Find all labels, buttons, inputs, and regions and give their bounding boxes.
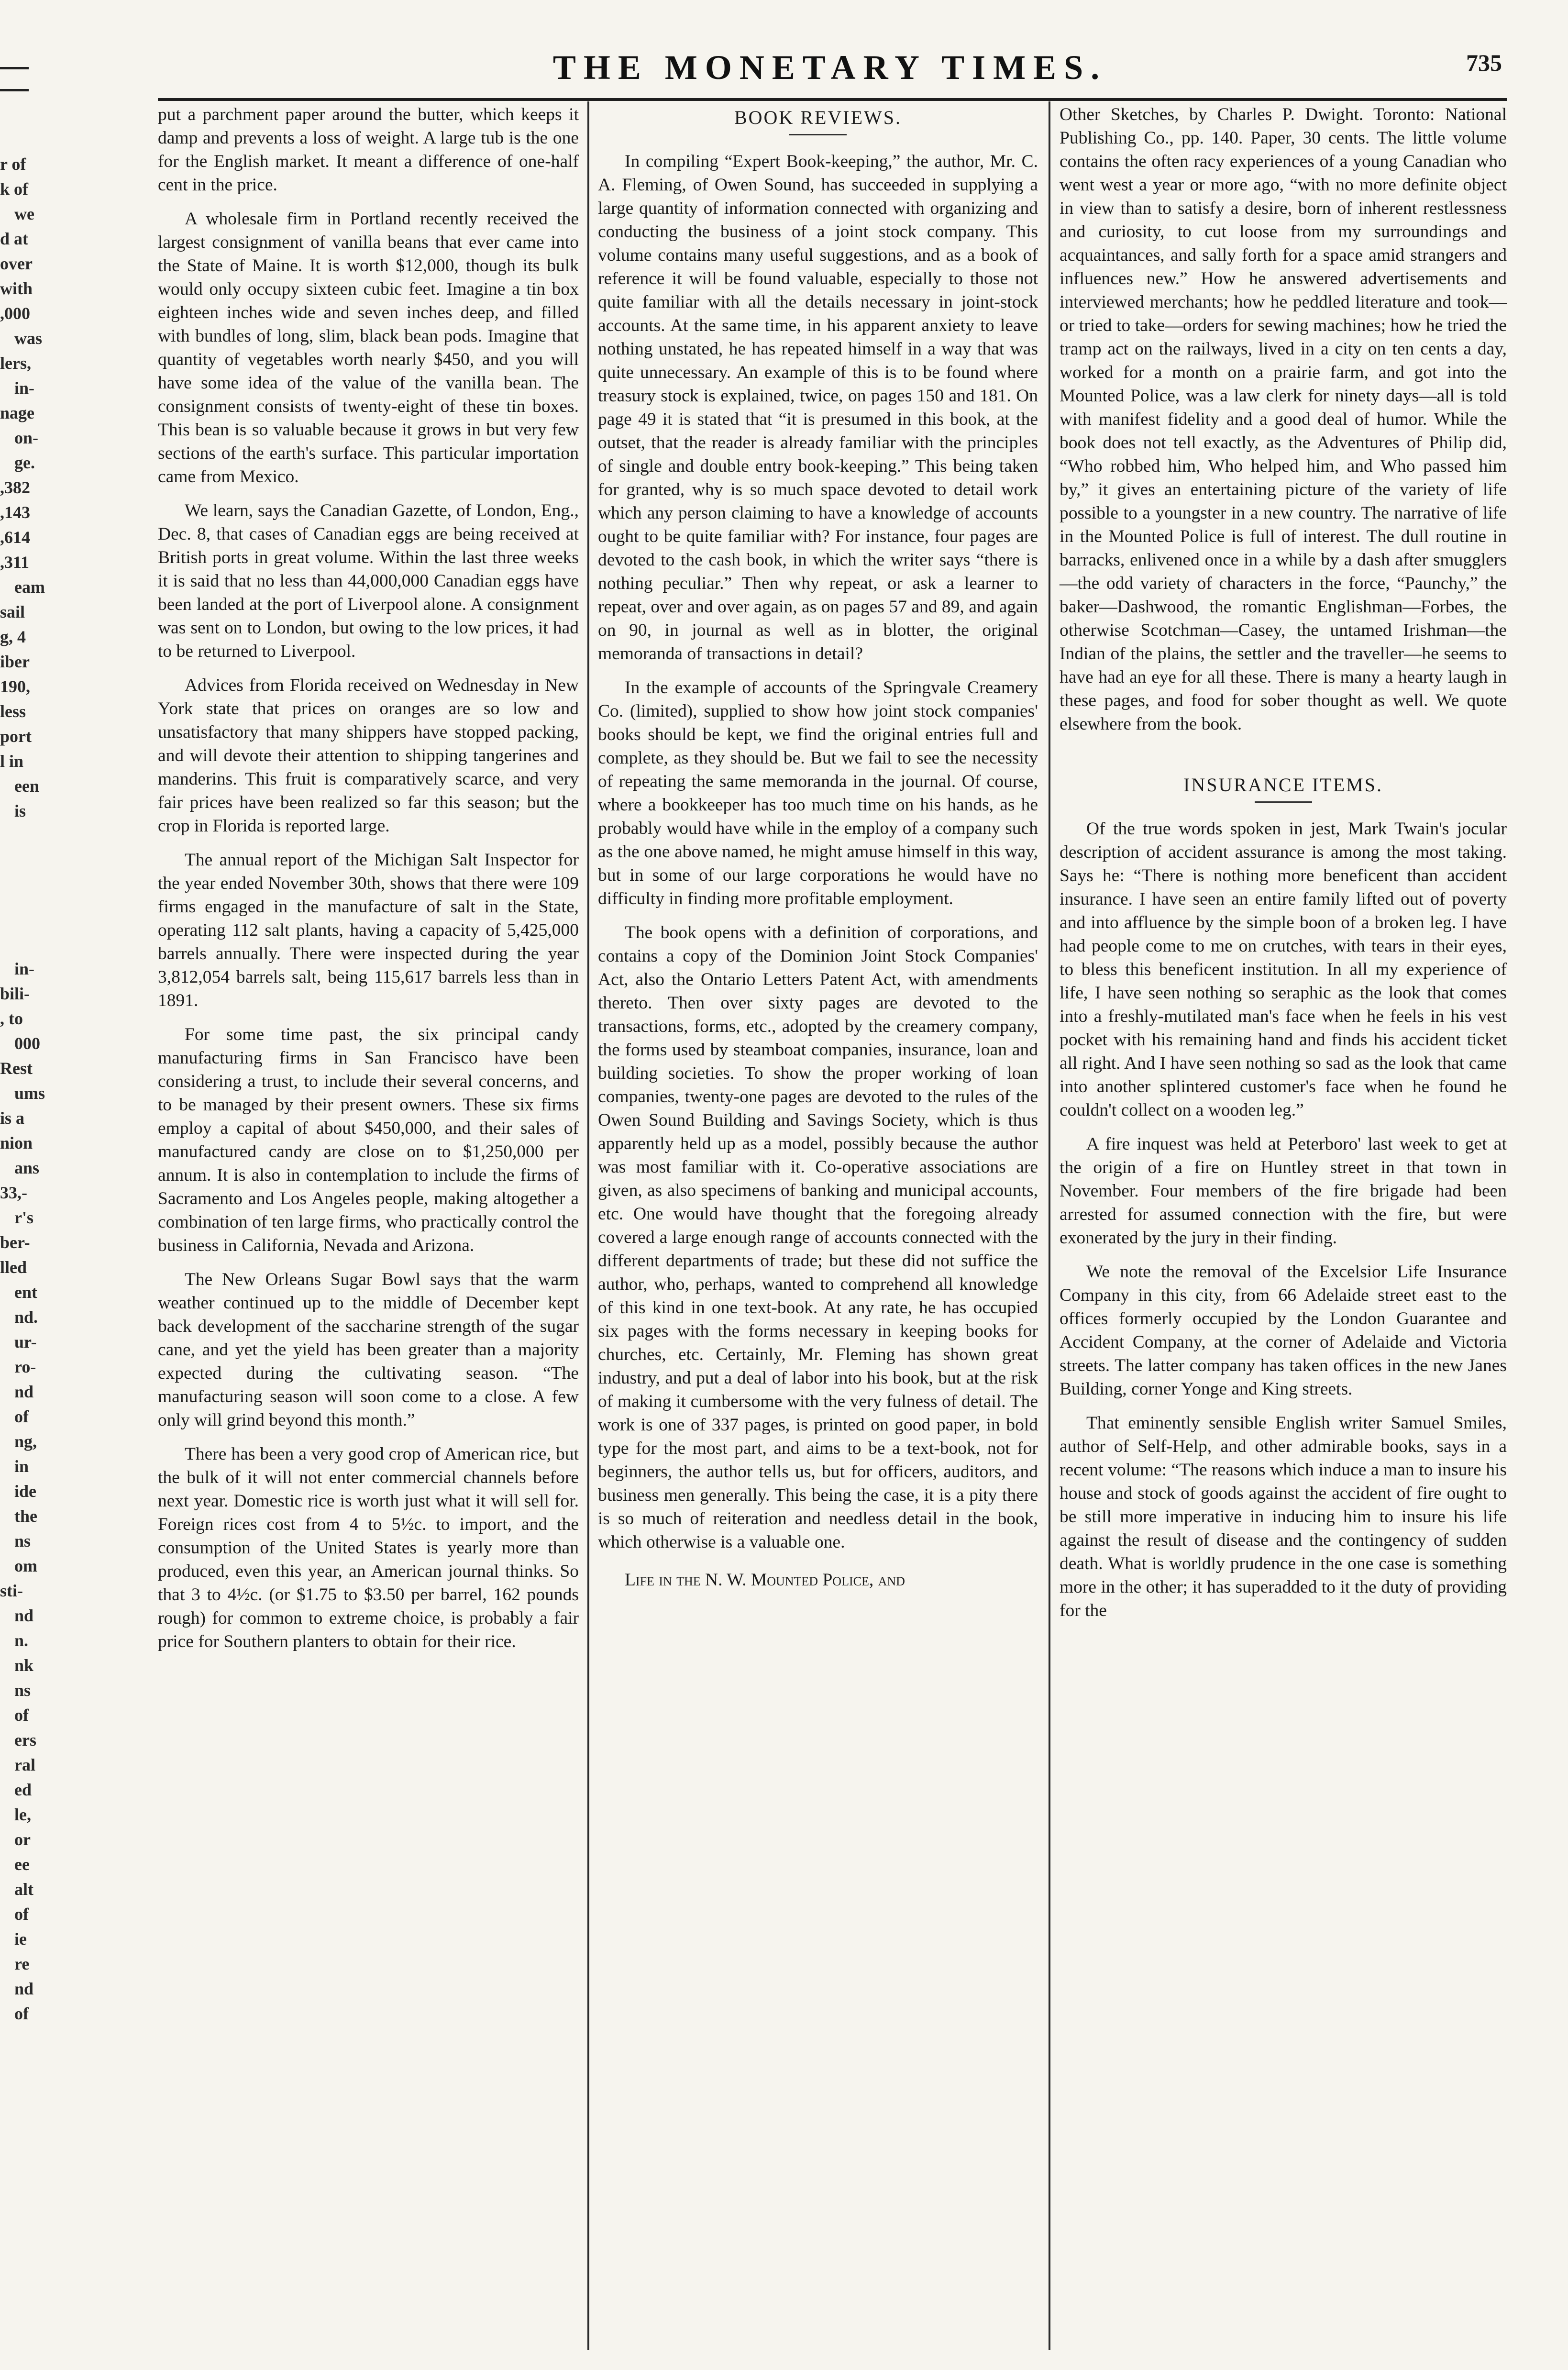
edge-fragment: ,614 (0, 528, 30, 547)
insurance-paragraph: A fire inquest was held at Peterboro' last week to get at the origin of a fire on Huntley street in that town in November. Four members of the fire brigade had been arrested for assumed connection with the fire, but were exonerated by the jury in their finding. (1060, 1134, 1507, 1248)
insurance-paragraph: That eminently sensible English writer Samuel Smiles, author of Self-Help, and other admirable books, says in a recent volume: “The reasons which induce a man to insure his house and stock of goods against the accident of fire ought to be still more imperative in inducing him to insure his life against the result of disease and the contingency of sudden death. What is worldly prudence in the one case is something more in the other; it has superadded to it the duty of providing for the (1060, 1413, 1507, 1620)
news-paragraph: Advices from Florida received on Wednesday in New York state that prices on oranges are so low and unsatisfactory that many shippers have stopped packing, and will devote their attention to shipping tangerines and manderins. This fruit is comparatively scarce, and very fair prices have been realized so far this season; but the crop in Florida is reported large. (158, 676, 579, 836)
news-paragraph: There has been a very good crop of American rice, but the bulk of it will not enter commercial channels before next year. Domestic rice is worth just what it will sell for. Foreign rices cost from 4 to 5½c. to import, and the consumption of the United States is yearly more than produced, even this year, an American journal thinks. So that 3 to 4½c. (or $1.75 to $3.50 per barrel, 162 pounds rough) for common to extreme choice, is probably a fair price for Southern planters to obtain for their rice. (158, 1444, 579, 1651)
edge-fragment: was (14, 329, 43, 348)
masthead-title: THE MONETARY TIMES. (552, 48, 1107, 87)
edge-fragment: of (14, 1706, 29, 1725)
review-continued-line: Life in the N. W. Mounted Police, and (625, 1570, 905, 1590)
edge-fragment: r of (0, 155, 26, 174)
edge-fragment: with (0, 279, 33, 298)
edge-fragment: , to (0, 1009, 23, 1028)
edge-fragment: ber- (0, 1233, 30, 1252)
edge-fragment: ur- (14, 1332, 37, 1351)
edge-fragment: le, (14, 1805, 31, 1824)
edge-fragment: n. (14, 1631, 29, 1650)
edge-fragment: Rest (0, 1059, 33, 1078)
section-title-insurance-items: INSURANCE ITEMS. (1183, 774, 1383, 796)
edge-fragment: nd. (14, 1307, 38, 1327)
edge-fragment: the (14, 1506, 37, 1526)
edge-fragment: lled (0, 1258, 27, 1277)
edge-fragment: is a (0, 1108, 25, 1128)
edge-fragment: in- (14, 378, 35, 398)
edge-fragment: sti- (0, 1581, 23, 1600)
edge-fragment: g, 4 (0, 627, 26, 646)
edge-fragment: iber (0, 652, 30, 671)
section-rule (789, 134, 847, 135)
edge-fragment: ,382 (0, 478, 30, 497)
edge-fragment: ral (14, 1755, 35, 1774)
edge-fragment: ,000 (0, 304, 30, 323)
edge-fragment: een (14, 776, 39, 796)
column-1 (158, 103, 579, 1664)
edge-fragment: 33,- (0, 1183, 27, 1202)
review-paragraph: Other Sketches, by Charles P. Dwight. Toronto: National Publishing Co., pp. 140. Paper, 30 cents. The little volume contains the often racy experiences of a young Canadian who went west a year or more ago, “with no more definite object in view than to satisfy a desire, born of inherent restlessness and curiosity, to cut loose from my surroundings and acquaintances, and sally forth for a space amid strangers and influences new.” How he answered advertisements and interviewed merchants; how he peddled literature and took—or tried to take—orders for sewing machines; how he tried the tramp act on the railways, lived in a city on ten cents a day, worked for a month on a prairie farm, and got into the Mounted Police, was a law clerk for ninety days—all is told with manifest fidelity and a good deal of humor. While the book does not tell exactly, as the Adventures of Philip did, “Who robbed him, Who helped him, and Who passed him by,” it gives an entertaining picture of the variety of life possible to a youngster in a new country. The narrative of life in the Mounted Police is full of interest. The dull routine in barracks, enlivened once in a while by a dash after smugglers—the odd variety of characters in the force, “Paunchy,” the baker—Dashwood, the romantic Englishman—Forbes, the otherwise Scotchman—Casey, the untamed Irishman—the Indian of the plains, the settler and the traveller—he seems to have had an eye for all these. There is many a hearty laugh in these pages, and food for sober thought as well. We quote elsewhere from the book. (1060, 105, 1507, 734)
column-divider (1049, 101, 1050, 2350)
edge-fragment: ent (14, 1283, 37, 1302)
news-paragraph: put a parchment paper around the butter, which keeps it damp and prevents a loss of weight. A large tub is the one for the English market. It meant a difference of one-half cent in the price. (158, 105, 579, 195)
edge-fragment: nd (14, 1382, 34, 1401)
edge-rule (0, 89, 29, 91)
edge-fragment: ums (14, 1084, 45, 1103)
adjacent-page-edge (0, 0, 53, 2370)
edge-fragment: or (14, 1830, 31, 1849)
edge-fragment: ge. (14, 453, 35, 472)
edge-fragment: ns (14, 1531, 31, 1550)
edge-fragment: nk (14, 1656, 34, 1675)
edge-fragment: alt (14, 1880, 33, 1899)
edge-fragment: sail (0, 602, 25, 621)
edge-fragment: nd (14, 1606, 34, 1625)
news-paragraph: For some time past, the six principal candy manufacturing firms in San Francisco have been considering a trust, to include their several concerns, and to be managed by their present owners. These six firms employ a capital of about $450,000, and their sales of manufactured candy are close on to $1,250,000 per annum. It is also in contemplation to include the firms of Sacramento and Los Angeles people, making altogether a combination of ten large firms, who practically control the business in California, Nevada and Arizona. (158, 1025, 579, 1255)
edge-fragment: lers, (0, 354, 31, 373)
edge-fragment: less (0, 702, 26, 721)
edge-fragment: ie (14, 1929, 27, 1949)
edge-fragment: l in (0, 752, 24, 771)
edge-rule (0, 67, 29, 69)
edge-fragment: of (14, 2004, 29, 2023)
news-paragraph: The annual report of the Michigan Salt Inspector for the year ended November 30th, shows that there were 109 firms engaged in the manufacture of salt in the State, operating 112 salt plants, having a capacity of 5,425,000 barrels annually. There were inspected during the year 3,812,054 barrels salt, being 115,617 barrels less than in 1891. (158, 850, 579, 1010)
edge-fragment: ee (14, 1855, 30, 1874)
edge-fragment: 000 (14, 1034, 40, 1053)
news-paragraph: We learn, says the Canadian Gazette, of London, Eng., Dec. 8, that cases of Canadian eggs are being received at British ports in great volume. Within the last three weeks it is said that no less than 44,000,000 Canadian eggs have been landed at the port of Liverpool alone. A consignment was sent on to London, but owing to the low prices, it had to be returned to Liverpool. (158, 501, 579, 661)
insurance-paragraph: Of the true words spoken in jest, Mark Twain's jocular description of accident assurance is among the most taking. Says he: “There is nothing more beneficent than accident insurance. I have seen an entire family lifted out of poverty and into affluence by the simple boon of a broken leg. I have had people come to me on crutches, with tears in their eyes, to bless this beneficent institution. In all my experience of life, I have seen nothing so seraphic as the look that comes into a freshly-mutilated man's face when he feels in his vest pocket with his remaining hand and finds his accident ticket all right. And I have seen nothing so sad as the look that came into another splintered customer's face when he found he couldn't collect on a wooden leg.” (1060, 819, 1507, 1120)
edge-fragment: bili- (0, 984, 30, 1003)
edge-fragment: nion (0, 1133, 33, 1152)
edge-fragment: port (0, 727, 32, 746)
page-number: 735 (1466, 49, 1502, 76)
insurance-paragraph: We note the removal of the Excelsior Life Insurance Company in this city, from 66 Adelaide street east to the offices formerly occupied by the London Guarantee and Accident Company, at the corner of Adelaide and Victoria streets. The latter company has taken offices in the new Janes Building, corner Yonge and King streets. (1060, 1262, 1507, 1399)
edge-fragment: ng, (14, 1432, 37, 1451)
edge-fragment: re (14, 1954, 30, 1973)
edge-fragment: k of (0, 179, 29, 199)
section-title-book-reviews: BOOK REVIEWS. (734, 107, 902, 128)
edge-fragment: r's (14, 1208, 33, 1227)
column-3 (1060, 103, 1507, 1633)
edge-fragment: ns (14, 1681, 31, 1700)
page-header (158, 48, 1502, 96)
edge-fragment: on- (14, 428, 39, 447)
review-paragraph: In compiling “Expert Book-keeping,” the author, Mr. C. A. Fleming, of Owen Sound, has succeeded in supplying a large quantity of information connected with organizing and conducting the business of a joint stock company. This volume contains many useful suggestions, and as a book of reference it will be found valuable, especially to those not quite familiar with all the details necessary in joint-stock accounts. At the same time, in his apparent anxiety to leave nothing unstated, he has repeated himself in a way that was quite unnecessary. An example of this is to be found where treasury stock is explained, twice, on pages 150 and 181. On page 49 it is stated that “it is presumed in this book, at the outset, that the reader is already familiar with the principles of single and double entry book-keeping.” This being taken for granted, why is so much space devoted to detail work which any person claiming to have a knowledge of accounts ought to be quite familiar with? For instance, four pages are devoted to the cash book, in which the writer says “there is nothing peculiar.” Then why repeat, or ask a learner to repeat, over and over again, as on pages 57 and 89, and again on 90, in journal as well as in blotter, the original memoranda of transactions in detail? (598, 152, 1038, 664)
section-rule (1255, 801, 1312, 803)
news-paragraph: A wholesale firm in Portland recently received the largest consignment of vanilla beans that ever came into the State of Maine. It is worth $12,000, though its bulk would only occupy sixteen cubic feet. Imagine a tin box eighteen inches wide and seven inches deep, and filled with bundles of long, slim, black bean pods. Imagine that quantity of vegetables worth nearly $450, and you will have some idea of the value of the vanilla bean. The consignment consists of twenty-eight of these tin boxes. This bean is so valuable because it grows in but very few sections of the earth's surface. This particular importation came from Mexico. (158, 209, 579, 487)
edge-fragment: ide (14, 1482, 37, 1501)
edge-fragment: om (14, 1556, 37, 1575)
insurance-section (1060, 765, 1507, 1622)
header-rule (158, 98, 1507, 101)
edge-fragment: of (14, 1407, 29, 1426)
edge-fragment: in (14, 1457, 29, 1476)
edge-fragment: ,143 (0, 503, 30, 522)
edge-fragment: of (14, 1905, 29, 1924)
edge-fragment: ro- (14, 1357, 36, 1376)
edge-fragment: nd (14, 1979, 34, 1998)
column-2 (598, 103, 1038, 1602)
edge-fragment: ers (14, 1730, 36, 1750)
edge-fragment: eam (14, 577, 45, 597)
edge-fragment: over (0, 254, 33, 273)
edge-fragment: nage (0, 403, 34, 422)
edge-fragment: we (14, 204, 34, 223)
news-paragraph: The New Orleans Sugar Bowl says that the warm weather continued up to the middle of December kept back development of the saccharine strength of the sugar cane, and yet the yield has been greater than a majority expected during the cultivating season. “The manufacturing season will soon come to a close. A few only will grind beyond this month.” (158, 1270, 579, 1430)
edge-fragment: ,311 (0, 553, 30, 572)
edge-fragment: ans (14, 1158, 40, 1177)
column-divider (587, 101, 589, 2350)
edge-fragment: is (14, 801, 26, 820)
edge-fragment: 190, (0, 677, 30, 696)
edge-fragment: d at (0, 229, 29, 248)
edge-fragment: in- (14, 959, 35, 978)
review-paragraph: The book opens with a definition of corporations, and contains a copy of the Dominion Joint Stock Companies' Act, also the Ontario Letters Patent Act, with amendments thereto. Then over sixty pages are devoted to the transactions, forms, etc., adopted by the creamery company, the forms used by steamboat companies, insurance, loan and building societies. To show the proper working of loan companies, twenty-one pages are devoted to the rules of the Owen Sound Building and Savings Society, which is thus apparently held up as a model, possibly because the author was most familiar with it. Co-operative associations are given, as also specimens of banking and municipal accounts, etc. One would have thought that the foregoing already covered a large enough range of accounts connected with the different departments of trade; but these did not suffice the author, who, perhaps, wanted to comprehend all knowledge of this kind in one text-book. At any rate, he has occupied six pages with the forms necessary in keeping books for churches, etc. Certainly, Mr. Fleming has shown great industry, and put a deal of labor into his book, but at the risk of making it cumbersome with the very fulness of detail. The work is one of 337 pages, is printed on good paper, in bold type for the most part, and aims to be a text-book, not for beginners, the author tells us, but for officers, auditors, and business men generally. This being the case, it is a pity there is so much of reiteration and needless detail in the book, which otherwise is a valuable one. (598, 923, 1038, 1552)
edge-fragment: ed (14, 1780, 32, 1799)
review-paragraph: In the example of accounts of the Springvale Creamery Co. (limited), supplied to show how joint stock companies' books should be kept, we find the original entries full and complete, as they should be. But we fail to see the necessity of repeating the same memoranda in the journal. Of course, where a bookkeeper has too much time on his hands, as he probably would have while in the employ of a company such as the one above named, he might amuse himself in this way, but in some of our large corporations he would have no difficulty in finding more profitable employment. (598, 678, 1038, 908)
